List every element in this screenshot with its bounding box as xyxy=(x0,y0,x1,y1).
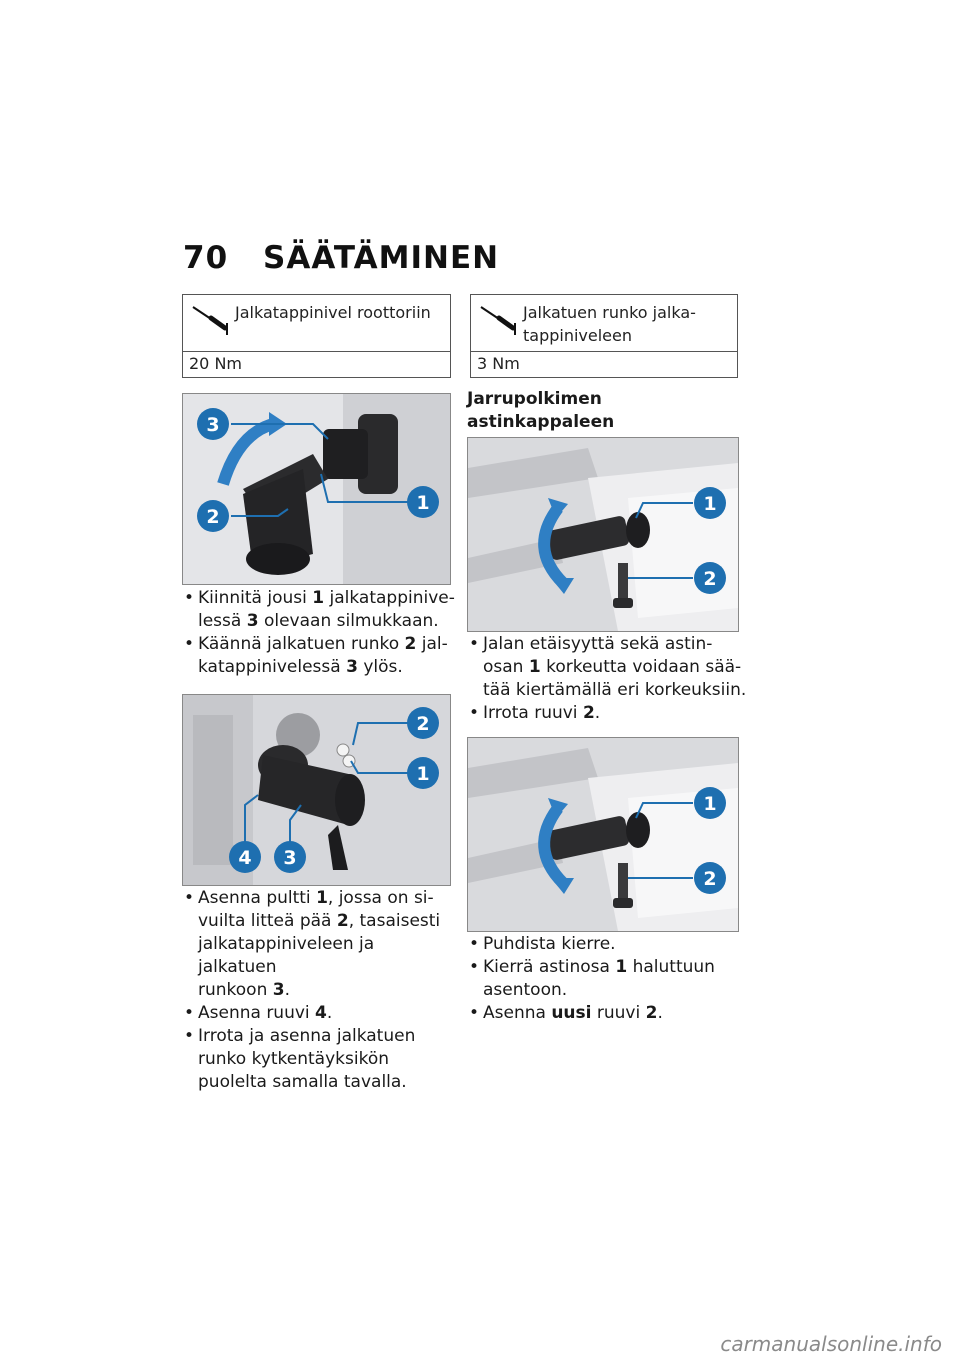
figure-brake-pedal-screw xyxy=(467,737,739,932)
list-item: • Irrota ruuvi 2. xyxy=(467,702,752,725)
torque-value: 3 Nm xyxy=(477,354,520,373)
callout-3: 3 xyxy=(206,414,220,436)
torque-value: 20 Nm xyxy=(189,354,242,373)
callout-2: 2 xyxy=(703,868,717,890)
right-bullets-2 xyxy=(467,933,752,1025)
torque-box-left xyxy=(182,294,451,378)
callout-3: 3 xyxy=(283,847,297,869)
list-item: • Kiinnitä jousi 1 jalkatappinive- lessä 3 olevaan silmukkaan. xyxy=(182,587,457,633)
torque-wrench-icon xyxy=(191,303,231,335)
callout-1: 1 xyxy=(416,763,430,785)
left-bullets-2 xyxy=(182,887,457,1094)
list-item: • Irrota ja asenna jalkatuen runko kytkentäyksikön puolelta samalla tavalla. xyxy=(182,1025,457,1094)
callout-1: 1 xyxy=(703,793,717,815)
figure-brake-pedal-adjust xyxy=(467,437,739,632)
callout-2: 2 xyxy=(416,713,430,735)
figure-footrest-bolt xyxy=(182,694,451,886)
callout-1: 1 xyxy=(416,492,430,514)
left-bullets-1 xyxy=(182,587,457,679)
list-item: • Jalan etäisyyttä sekä astin- osan 1 korkeutta voidaan sää- tää kiertämällä eri korkeuksiin. xyxy=(467,633,752,702)
list-item: • Asenna uusi ruuvi 2. xyxy=(467,1002,752,1025)
callout-4: 4 xyxy=(238,847,252,869)
list-item: • Asenna ruuvi 4. xyxy=(182,1002,457,1025)
watermark: carmanualsonline.info xyxy=(720,1332,942,1356)
callout-1: 1 xyxy=(703,493,717,515)
torque-label: Jalkatuen runko jalka- tappiniveleen xyxy=(523,303,696,345)
page-header xyxy=(183,240,499,276)
list-item: • Käännä jalkatuen runko 2 jal- katappinivelessä 3 ylös. xyxy=(182,633,457,679)
list-item: • Puhdista kierre. xyxy=(467,933,752,956)
right-bullets-1 xyxy=(467,633,752,725)
page-number: 70 xyxy=(183,240,229,276)
callout-2: 2 xyxy=(703,568,717,590)
list-item: • Kierrä astinosa 1 haluttuun asentoon. xyxy=(467,956,752,1002)
torque-label: Jalkatappinivel roottoriin xyxy=(235,303,431,322)
section-heading: Jarrupolkimen astinkappaleen xyxy=(467,389,615,432)
torque-box-right xyxy=(470,294,738,378)
page-title: SÄÄTÄMINEN xyxy=(263,240,500,276)
torque-wrench-icon xyxy=(479,303,519,335)
callout-2: 2 xyxy=(206,506,220,528)
list-item: • Asenna pultti 1, jossa on si- vuilta litteä pää 2, tasaisesti jalkatappiniveleen ja jalkatuen runkoon 3. xyxy=(182,887,457,1002)
figure-footrest-spring xyxy=(182,393,451,585)
